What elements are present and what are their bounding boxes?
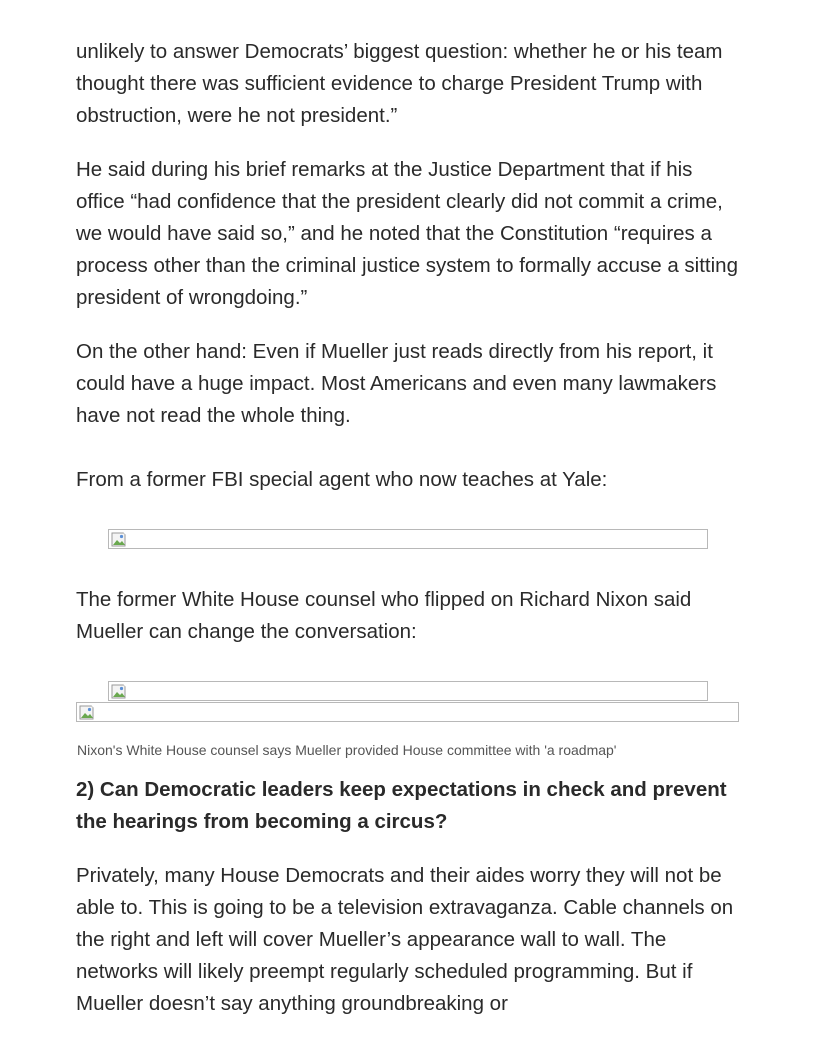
embedded-video-image[interactable] [76, 702, 739, 722]
paragraph-democrats-worry: Privately, many House Democrats and their aides worry they will not be able to. This is going to be a television extravaganza. Cable channels on the right and left will cover Mueller’s appearance wall to wall. The networks will likely preempt regularly scheduled programming. But if Mueller doesn’t say anything groundbreaking or [76, 864, 734, 1015]
paragraph-nixon-counsel-intro: The former White House counsel who flipped on Richard Nixon said Mueller can change the conversation: [76, 588, 692, 643]
broken-image-icon [111, 684, 127, 700]
article-body [76, 36, 742, 1020]
embedded-tweet-image-2[interactable] [108, 681, 708, 701]
paragraph-fbi-agent-intro: From a former FBI special agent who now teaches at Yale: [76, 468, 608, 491]
broken-image-icon [79, 705, 95, 721]
paragraph-huge-impact: On the other hand: Even if Mueller just reads directly from his report, it could have a huge impact. Most Americans and even many lawmakers have not read the whole thing. [76, 340, 717, 427]
section-heading-2: 2) Can Democratic leaders keep expectations in check and prevent the hearings from becoming a circus? [76, 778, 727, 833]
embedded-tweet-image-1[interactable] [108, 529, 708, 549]
paragraph-mueller-question: unlikely to answer Democrats’ biggest question: whether he or his team thought there was sufficient evidence to charge President Trump with obstruction, were he not president.” [76, 40, 723, 127]
broken-image-icon [111, 532, 127, 548]
video-caption: Nixon's White House counsel says Mueller provided House committee with 'a roadmap' [77, 742, 617, 758]
paragraph-justice-department-remarks: He said during his brief remarks at the Justice Department that if his office “had confidence that the president clearly did not commit a crime, we would have said so,” and he noted that the Constitution “requires a process other than the criminal justice system to formally accuse a sitting president of wrongdoing.” [76, 158, 738, 309]
